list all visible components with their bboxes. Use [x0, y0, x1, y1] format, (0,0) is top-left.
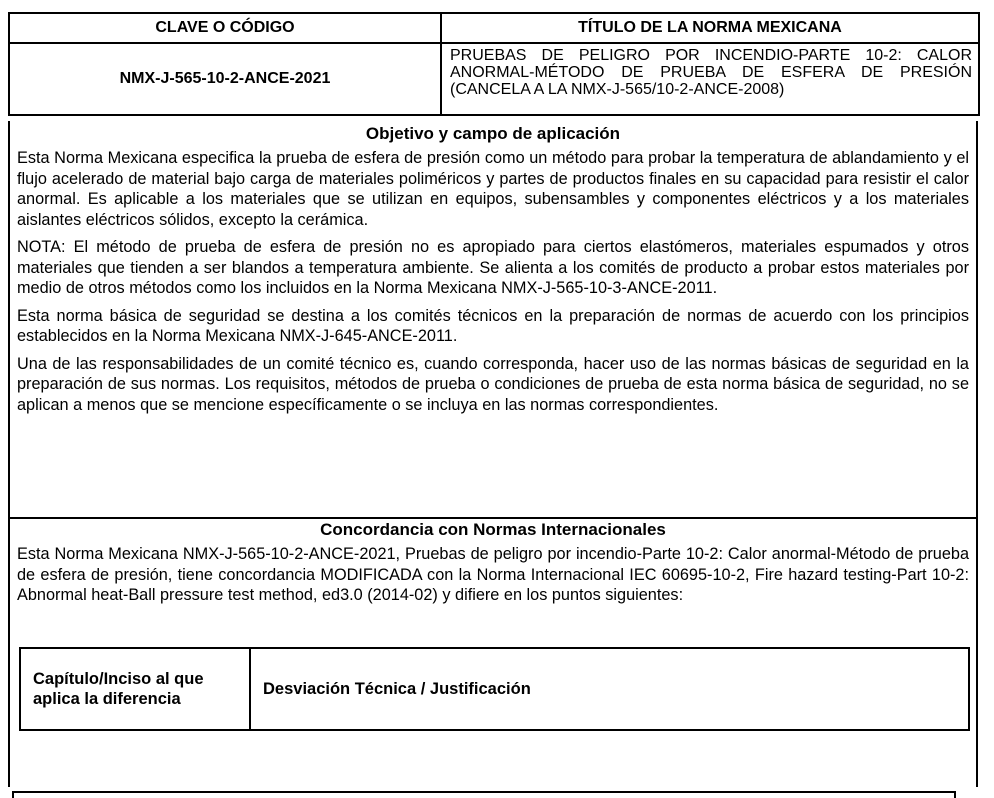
concordance-section: [8, 517, 978, 787]
objective-paragraph: Esta norma básica de seguridad se destina a los comités técnicos en la preparación de normas de acuerdo con los principios establecidos en la Norma Mexicana NMX-J-645-ANCE-2011.: [17, 306, 969, 345]
norm-code: NMX-J-565-10-2-ANCE-2021: [9, 43, 441, 115]
title-column-header: TÍTULO DE LA NORMA MEXICANA: [441, 13, 979, 43]
note-paragraph: NOTA: El método de prueba de esfera de presión no es apropiado para ciertos elastómeros, materiales espumados y otros materiales que tienden a ser blandos a temperatura ambiente. Se alienta a los comités de producto a probar estos materiales por medio de otros métodos como los incluidos en la Norma Mexicana NMX-J-565-10-3-ANCE-2011.: [17, 238, 969, 297]
deviation-column-header: Desviación Técnica / Justificación: [250, 648, 969, 730]
objective-title: Objetivo y campo de aplicación: [365, 124, 621, 143]
deviation-table: [19, 647, 970, 731]
objective-paragraph: Esta Norma Mexicana especifica la prueba de esfera de presión como un método para probar la temperatura de ablandamiento y el flujo acelerado de material bajo carga de materiales poliméricos y partes de productos finales en su capacidad para resistir el calor anormal. Es aplicable a los materiales que se utilizan en equipos, subensambles y componentes eléctricos y a los materiales aislantes eléctricos sólidos, excepto la cerámica.: [17, 149, 969, 229]
objective-paragraph: Una de las responsabilidades de un comité técnico es, cuando corresponda, hacer uso de las normas básicas de seguridad en la preparación de sus normas. Los requisitos, métodos de prueba o condiciones de prueba de esta norma básica de seguridad, no se aplican a menos que se mencione específicamente o se incluya en las normas correspondientes.: [17, 354, 969, 414]
norm-header-table: [8, 12, 980, 116]
norm-title: PRUEBAS DE PELIGRO POR INCENDIO-PARTE 10-2: CALOR ANORMAL-MÉTODO DE PRUEBA DE ESFERA DE PRESIÓN (CANCELA A LA NMX-J-565/10-2-ANCE-2008): [441, 43, 979, 115]
concordance-paragraph: Esta Norma Mexicana NMX-J-565-10-2-ANCE-2021, Pruebas de peligro por incendio-Parte 10-2: Calor anormal-Método de prueba de esfera de presión, tiene concordancia MODIFICADA con la Norma Internacional IEC 60695-10-2, Fire hazard testing-Part 10-2: Abnormal heat-Ball pressure test method, ed3.0 (2014-02) y difiere en los puntos siguientes:: [17, 545, 969, 604]
next-table-border: [12, 791, 956, 798]
chapter-column-header: Capítulo/Inciso al que aplica la diferencia: [20, 648, 250, 730]
concordance-title: Concordancia con Normas Internacionales: [320, 520, 666, 539]
objective-section: [8, 121, 978, 519]
code-column-header: CLAVE O CÓDIGO: [9, 13, 441, 43]
